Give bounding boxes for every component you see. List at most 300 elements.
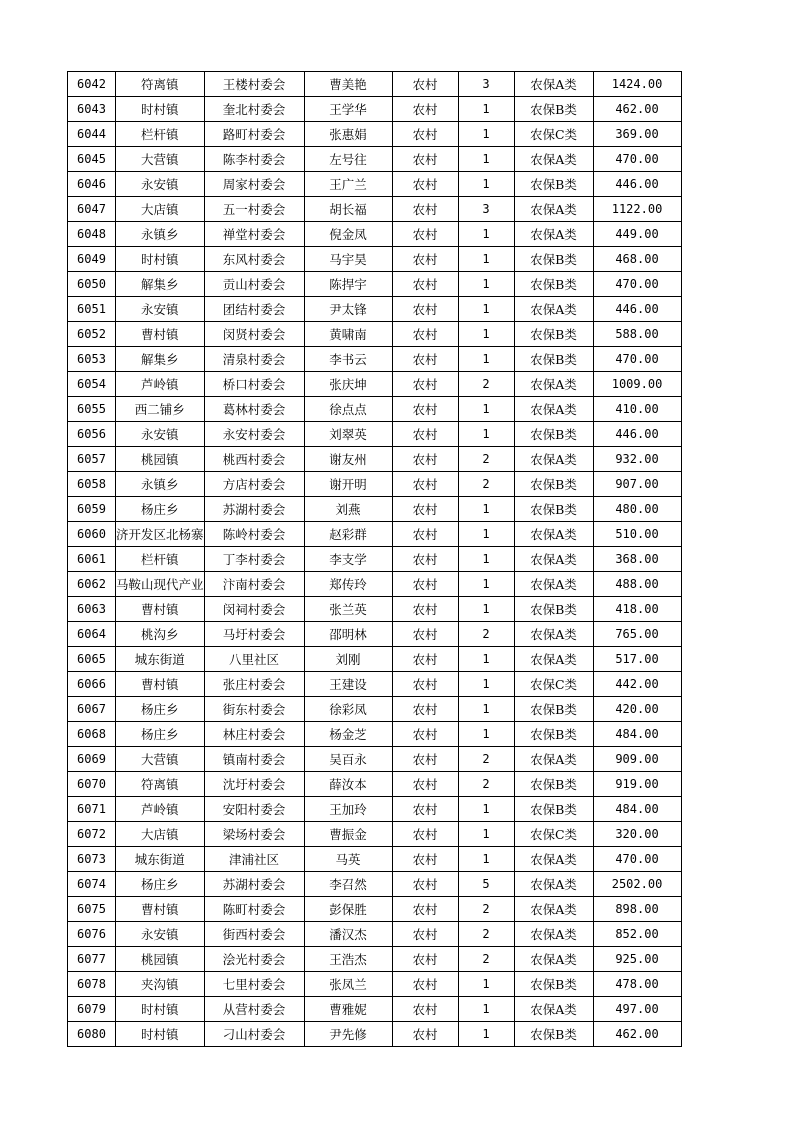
table-row bbox=[68, 697, 682, 722]
village-cell: 梁场村委会 bbox=[204, 822, 304, 847]
name-cell: 吴百永 bbox=[304, 747, 392, 772]
count-cell: 1 bbox=[458, 147, 514, 172]
town-label: 永镇乡 bbox=[141, 227, 179, 242]
town-cell bbox=[116, 797, 205, 822]
count-cell: 1 bbox=[458, 297, 514, 322]
count-cell: 1 bbox=[458, 997, 514, 1022]
row-id-cell: 6049 bbox=[68, 247, 116, 272]
name-cell: 曹美艳 bbox=[304, 72, 392, 97]
table-row bbox=[68, 647, 682, 672]
town-label: 栏杆镇 bbox=[141, 127, 179, 142]
category-cell: 农保B类 bbox=[514, 1022, 593, 1047]
town-label: 曹村镇 bbox=[141, 327, 179, 342]
table-row bbox=[68, 997, 682, 1022]
count-cell: 2 bbox=[458, 747, 514, 772]
row-id-cell: 6078 bbox=[68, 972, 116, 997]
amount-cell: 468.00 bbox=[593, 247, 681, 272]
count-cell: 1 bbox=[458, 847, 514, 872]
town-cell bbox=[116, 772, 205, 797]
table-row bbox=[68, 872, 682, 897]
amount-cell: 420.00 bbox=[593, 697, 681, 722]
type-cell: 农村 bbox=[392, 322, 458, 347]
type-cell: 农村 bbox=[392, 597, 458, 622]
town-cell bbox=[116, 822, 205, 847]
town-label: 桃园镇 bbox=[141, 952, 179, 967]
count-cell: 1 bbox=[458, 347, 514, 372]
category-cell: 农保A类 bbox=[514, 647, 593, 672]
category-cell: 农保B类 bbox=[514, 697, 593, 722]
name-cell: 陈捍宇 bbox=[304, 272, 392, 297]
type-cell: 农村 bbox=[392, 672, 458, 697]
category-cell: 农保A类 bbox=[514, 372, 593, 397]
village-cell: 从营村委会 bbox=[204, 997, 304, 1022]
village-cell: 丁李村委会 bbox=[204, 547, 304, 572]
category-cell: 农保A类 bbox=[514, 747, 593, 772]
type-cell: 农村 bbox=[392, 447, 458, 472]
village-cell: 禅堂村委会 bbox=[204, 222, 304, 247]
row-id-cell: 6048 bbox=[68, 222, 116, 247]
village-cell: 街西村委会 bbox=[204, 922, 304, 947]
row-id-cell: 6059 bbox=[68, 497, 116, 522]
count-cell: 2 bbox=[458, 897, 514, 922]
village-cell: 路町村委会 bbox=[204, 122, 304, 147]
amount-cell: 470.00 bbox=[593, 147, 681, 172]
table-row bbox=[68, 97, 682, 122]
town-label: 大营镇 bbox=[141, 752, 179, 767]
town-label: 永安镇 bbox=[141, 427, 179, 442]
name-cell: 潘汉杰 bbox=[304, 922, 392, 947]
category-cell: 农保B类 bbox=[514, 972, 593, 997]
table-row bbox=[68, 247, 682, 272]
amount-cell: 446.00 bbox=[593, 422, 681, 447]
town-cell bbox=[116, 547, 205, 572]
table-row bbox=[68, 722, 682, 747]
amount-cell: 919.00 bbox=[593, 772, 681, 797]
town-cell bbox=[116, 747, 205, 772]
row-id-cell: 6077 bbox=[68, 947, 116, 972]
town-cell bbox=[116, 172, 205, 197]
town-cell bbox=[116, 372, 205, 397]
village-cell: 永安村委会 bbox=[204, 422, 304, 447]
table-row bbox=[68, 522, 682, 547]
category-cell: 农保A类 bbox=[514, 847, 593, 872]
town-label: 桃园镇 bbox=[141, 452, 179, 467]
village-cell: 汴南村委会 bbox=[204, 572, 304, 597]
name-cell: 张凤兰 bbox=[304, 972, 392, 997]
town-label: 永安镇 bbox=[141, 302, 179, 317]
amount-cell: 909.00 bbox=[593, 747, 681, 772]
town-cell bbox=[116, 697, 205, 722]
town-label: 曹村镇 bbox=[141, 602, 179, 617]
amount-cell: 1424.00 bbox=[593, 72, 681, 97]
table-row bbox=[68, 197, 682, 222]
table-row bbox=[68, 572, 682, 597]
table-row bbox=[68, 472, 682, 497]
town-cell bbox=[116, 522, 205, 547]
name-cell: 张惠娟 bbox=[304, 122, 392, 147]
row-id-cell: 6045 bbox=[68, 147, 116, 172]
type-cell: 农村 bbox=[392, 422, 458, 447]
row-id-cell: 6042 bbox=[68, 72, 116, 97]
amount-cell: 932.00 bbox=[593, 447, 681, 472]
count-cell: 2 bbox=[458, 772, 514, 797]
table-row bbox=[68, 922, 682, 947]
count-cell: 1 bbox=[458, 697, 514, 722]
amount-cell: 449.00 bbox=[593, 222, 681, 247]
table-row bbox=[68, 422, 682, 447]
category-cell: 农保A类 bbox=[514, 72, 593, 97]
town-cell bbox=[116, 447, 205, 472]
type-cell: 农村 bbox=[392, 147, 458, 172]
row-id-cell: 6066 bbox=[68, 672, 116, 697]
amount-cell: 446.00 bbox=[593, 172, 681, 197]
count-cell: 1 bbox=[458, 672, 514, 697]
row-id-cell: 6055 bbox=[68, 397, 116, 422]
town-cell bbox=[116, 397, 205, 422]
village-cell: 陈李村委会 bbox=[204, 147, 304, 172]
table-row bbox=[68, 147, 682, 172]
type-cell: 农村 bbox=[392, 897, 458, 922]
village-cell: 林庄村委会 bbox=[204, 722, 304, 747]
type-cell: 农村 bbox=[392, 547, 458, 572]
table-row bbox=[68, 372, 682, 397]
category-cell: 农保A类 bbox=[514, 947, 593, 972]
table-row bbox=[68, 747, 682, 772]
town-label: 解集乡 bbox=[141, 277, 179, 292]
count-cell: 3 bbox=[458, 72, 514, 97]
type-cell: 农村 bbox=[392, 197, 458, 222]
name-cell: 尹太锋 bbox=[304, 297, 392, 322]
row-id-cell: 6044 bbox=[68, 122, 116, 147]
village-cell: 周家村委会 bbox=[204, 172, 304, 197]
row-id-cell: 6046 bbox=[68, 172, 116, 197]
name-cell: 徐彩凤 bbox=[304, 697, 392, 722]
category-cell: 农保A类 bbox=[514, 547, 593, 572]
amount-cell: 2502.00 bbox=[593, 872, 681, 897]
type-cell: 农村 bbox=[392, 947, 458, 972]
type-cell: 农村 bbox=[392, 247, 458, 272]
village-cell: 陈岭村委会 bbox=[204, 522, 304, 547]
town-cell bbox=[116, 72, 205, 97]
amount-cell: 517.00 bbox=[593, 647, 681, 672]
town-label: 杨庄乡 bbox=[141, 877, 179, 892]
town-cell bbox=[116, 1022, 205, 1047]
town-label: 解集乡 bbox=[141, 352, 179, 367]
category-cell: 农保B类 bbox=[514, 347, 593, 372]
name-cell: 张兰英 bbox=[304, 597, 392, 622]
count-cell: 1 bbox=[458, 572, 514, 597]
row-id-cell: 6067 bbox=[68, 697, 116, 722]
type-cell: 农村 bbox=[392, 647, 458, 672]
town-cell bbox=[116, 322, 205, 347]
amount-cell: 470.00 bbox=[593, 347, 681, 372]
table-row bbox=[68, 397, 682, 422]
amount-cell: 442.00 bbox=[593, 672, 681, 697]
town-cell bbox=[116, 472, 205, 497]
count-cell: 1 bbox=[458, 222, 514, 247]
village-cell: 团结村委会 bbox=[204, 297, 304, 322]
name-cell: 曹雅妮 bbox=[304, 997, 392, 1022]
town-cell bbox=[116, 422, 205, 447]
village-cell: 桥口村委会 bbox=[204, 372, 304, 397]
type-cell: 农村 bbox=[392, 797, 458, 822]
town-cell bbox=[116, 847, 205, 872]
village-cell: 沈圩村委会 bbox=[204, 772, 304, 797]
row-id-cell: 6068 bbox=[68, 722, 116, 747]
amount-cell: 446.00 bbox=[593, 297, 681, 322]
town-cell bbox=[116, 597, 205, 622]
village-cell: 奎北村委会 bbox=[204, 97, 304, 122]
town-cell bbox=[116, 347, 205, 372]
name-cell: 尹先修 bbox=[304, 1022, 392, 1047]
village-cell: 镇南村委会 bbox=[204, 747, 304, 772]
row-id-cell: 6079 bbox=[68, 997, 116, 1022]
village-cell: 清泉村委会 bbox=[204, 347, 304, 372]
town-label: 芦岭镇 bbox=[141, 377, 179, 392]
row-id-cell: 6057 bbox=[68, 447, 116, 472]
row-id-cell: 6080 bbox=[68, 1022, 116, 1047]
name-cell: 黄啸南 bbox=[304, 322, 392, 347]
row-id-cell: 6074 bbox=[68, 872, 116, 897]
count-cell: 2 bbox=[458, 622, 514, 647]
name-cell: 谢开明 bbox=[304, 472, 392, 497]
type-cell: 农村 bbox=[392, 847, 458, 872]
village-cell: 桃西村委会 bbox=[204, 447, 304, 472]
village-cell: 王楼村委会 bbox=[204, 72, 304, 97]
category-cell: 农保A类 bbox=[514, 997, 593, 1022]
count-cell: 1 bbox=[458, 822, 514, 847]
count-cell: 1 bbox=[458, 722, 514, 747]
category-cell: 农保A类 bbox=[514, 572, 593, 597]
name-cell: 刘翠英 bbox=[304, 422, 392, 447]
table-row bbox=[68, 547, 682, 572]
town-label: 曹村镇 bbox=[141, 677, 179, 692]
table-row bbox=[68, 947, 682, 972]
town-label: 符离镇 bbox=[141, 77, 179, 92]
row-id-cell: 6053 bbox=[68, 347, 116, 372]
count-cell: 1 bbox=[458, 1022, 514, 1047]
count-cell: 2 bbox=[458, 372, 514, 397]
category-cell: 农保B类 bbox=[514, 172, 593, 197]
amount-cell: 470.00 bbox=[593, 272, 681, 297]
town-label: 西二铺乡 bbox=[134, 402, 185, 417]
town-label: 马鞍山现代产业 bbox=[116, 577, 204, 592]
village-cell: 葛林村委会 bbox=[204, 397, 304, 422]
name-cell: 刘燕 bbox=[304, 497, 392, 522]
row-id-cell: 6073 bbox=[68, 847, 116, 872]
type-cell: 农村 bbox=[392, 722, 458, 747]
town-label: 时村镇 bbox=[141, 1027, 179, 1042]
type-cell: 农村 bbox=[392, 347, 458, 372]
row-id-cell: 6072 bbox=[68, 822, 116, 847]
count-cell: 2 bbox=[458, 922, 514, 947]
amount-cell: 484.00 bbox=[593, 797, 681, 822]
table-row bbox=[68, 447, 682, 472]
row-id-cell: 6076 bbox=[68, 922, 116, 947]
count-cell: 2 bbox=[458, 947, 514, 972]
count-cell: 1 bbox=[458, 422, 514, 447]
name-cell: 李召然 bbox=[304, 872, 392, 897]
town-cell bbox=[116, 647, 205, 672]
town-cell bbox=[116, 97, 205, 122]
count-cell: 1 bbox=[458, 97, 514, 122]
town-cell bbox=[116, 997, 205, 1022]
row-id-cell: 6065 bbox=[68, 647, 116, 672]
category-cell: 农保A类 bbox=[514, 922, 593, 947]
data-table bbox=[67, 71, 682, 1047]
count-cell: 1 bbox=[458, 597, 514, 622]
type-cell: 农村 bbox=[392, 1022, 458, 1047]
amount-cell: 488.00 bbox=[593, 572, 681, 597]
table-row bbox=[68, 1022, 682, 1047]
row-id-cell: 6075 bbox=[68, 897, 116, 922]
town-cell bbox=[116, 922, 205, 947]
town-cell bbox=[116, 722, 205, 747]
category-cell: 农保A类 bbox=[514, 622, 593, 647]
town-cell bbox=[116, 872, 205, 897]
village-cell: 津浦社区 bbox=[204, 847, 304, 872]
type-cell: 农村 bbox=[392, 272, 458, 297]
amount-cell: 320.00 bbox=[593, 822, 681, 847]
town-label: 时村镇 bbox=[141, 102, 179, 117]
name-cell: 谢友州 bbox=[304, 447, 392, 472]
type-cell: 农村 bbox=[392, 497, 458, 522]
table-row bbox=[68, 797, 682, 822]
table-row bbox=[68, 847, 682, 872]
category-cell: 农保A类 bbox=[514, 297, 593, 322]
category-cell: 农保B类 bbox=[514, 497, 593, 522]
town-label: 芦岭镇 bbox=[141, 802, 179, 817]
village-cell: 张庄村委会 bbox=[204, 672, 304, 697]
row-id-cell: 6051 bbox=[68, 297, 116, 322]
town-label: 桃沟乡 bbox=[141, 627, 179, 642]
name-cell: 胡长福 bbox=[304, 197, 392, 222]
category-cell: 农保A类 bbox=[514, 872, 593, 897]
name-cell: 刘刚 bbox=[304, 647, 392, 672]
town-cell bbox=[116, 672, 205, 697]
category-cell: 农保A类 bbox=[514, 897, 593, 922]
village-cell: 苏湖村委会 bbox=[204, 497, 304, 522]
town-label: 符离镇 bbox=[141, 777, 179, 792]
village-cell: 浍光村委会 bbox=[204, 947, 304, 972]
name-cell: 邵明林 bbox=[304, 622, 392, 647]
town-cell bbox=[116, 622, 205, 647]
category-cell: 农保B类 bbox=[514, 772, 593, 797]
category-cell: 农保A类 bbox=[514, 522, 593, 547]
table-row bbox=[68, 622, 682, 647]
row-id-cell: 6047 bbox=[68, 197, 116, 222]
village-cell: 方店村委会 bbox=[204, 472, 304, 497]
table-row bbox=[68, 322, 682, 347]
count-cell: 1 bbox=[458, 397, 514, 422]
count-cell: 1 bbox=[458, 522, 514, 547]
table-row bbox=[68, 822, 682, 847]
row-id-cell: 6069 bbox=[68, 747, 116, 772]
count-cell: 1 bbox=[458, 272, 514, 297]
village-cell: 贡山村委会 bbox=[204, 272, 304, 297]
village-cell: 街东村委会 bbox=[204, 697, 304, 722]
type-cell: 农村 bbox=[392, 997, 458, 1022]
row-id-cell: 6050 bbox=[68, 272, 116, 297]
town-label: 永安镇 bbox=[141, 927, 179, 942]
name-cell: 王广兰 bbox=[304, 172, 392, 197]
table-row bbox=[68, 272, 682, 297]
amount-cell: 510.00 bbox=[593, 522, 681, 547]
village-cell: 五一村委会 bbox=[204, 197, 304, 222]
type-cell: 农村 bbox=[392, 622, 458, 647]
category-cell: 农保B类 bbox=[514, 797, 593, 822]
amount-cell: 369.00 bbox=[593, 122, 681, 147]
name-cell: 王浩杰 bbox=[304, 947, 392, 972]
category-cell: 农保A类 bbox=[514, 222, 593, 247]
amount-cell: 1122.00 bbox=[593, 197, 681, 222]
row-id-cell: 6064 bbox=[68, 622, 116, 647]
category-cell: 农保B类 bbox=[514, 472, 593, 497]
name-cell: 赵彩群 bbox=[304, 522, 392, 547]
village-cell: 马圩村委会 bbox=[204, 622, 304, 647]
type-cell: 农村 bbox=[392, 97, 458, 122]
amount-cell: 907.00 bbox=[593, 472, 681, 497]
name-cell: 倪金凤 bbox=[304, 222, 392, 247]
type-cell: 农村 bbox=[392, 122, 458, 147]
amount-cell: 418.00 bbox=[593, 597, 681, 622]
table-row bbox=[68, 347, 682, 372]
village-cell: 陈町村委会 bbox=[204, 897, 304, 922]
count-cell: 3 bbox=[458, 197, 514, 222]
town-label: 时村镇 bbox=[141, 1002, 179, 1017]
count-cell: 2 bbox=[458, 447, 514, 472]
type-cell: 农村 bbox=[392, 872, 458, 897]
count-cell: 2 bbox=[458, 472, 514, 497]
type-cell: 农村 bbox=[392, 297, 458, 322]
name-cell: 王建设 bbox=[304, 672, 392, 697]
name-cell: 马英 bbox=[304, 847, 392, 872]
count-cell: 1 bbox=[458, 322, 514, 347]
town-label: 栏杆镇 bbox=[141, 552, 179, 567]
name-cell: 马宇昊 bbox=[304, 247, 392, 272]
amount-cell: 765.00 bbox=[593, 622, 681, 647]
amount-cell: 852.00 bbox=[593, 922, 681, 947]
table-row bbox=[68, 297, 682, 322]
row-id-cell: 6056 bbox=[68, 422, 116, 447]
category-cell: 农保B类 bbox=[514, 247, 593, 272]
town-label: 时村镇 bbox=[141, 252, 179, 267]
type-cell: 农村 bbox=[392, 372, 458, 397]
row-id-cell: 6061 bbox=[68, 547, 116, 572]
amount-cell: 1009.00 bbox=[593, 372, 681, 397]
town-cell bbox=[116, 197, 205, 222]
type-cell: 农村 bbox=[392, 572, 458, 597]
amount-cell: 484.00 bbox=[593, 722, 681, 747]
type-cell: 农村 bbox=[392, 922, 458, 947]
name-cell: 李支学 bbox=[304, 547, 392, 572]
amount-cell: 470.00 bbox=[593, 847, 681, 872]
amount-cell: 462.00 bbox=[593, 97, 681, 122]
town-label: 杨庄乡 bbox=[141, 702, 179, 717]
town-label: 城东街道 bbox=[134, 852, 185, 867]
town-cell bbox=[116, 897, 205, 922]
village-cell: 闵贤村委会 bbox=[204, 322, 304, 347]
town-label: 城东街道 bbox=[134, 652, 185, 667]
name-cell: 李书云 bbox=[304, 347, 392, 372]
name-cell: 郑传玲 bbox=[304, 572, 392, 597]
name-cell: 杨金芝 bbox=[304, 722, 392, 747]
amount-cell: 480.00 bbox=[593, 497, 681, 522]
town-cell bbox=[116, 972, 205, 997]
category-cell: 农保A类 bbox=[514, 447, 593, 472]
town-cell bbox=[116, 222, 205, 247]
category-cell: 农保B类 bbox=[514, 322, 593, 347]
